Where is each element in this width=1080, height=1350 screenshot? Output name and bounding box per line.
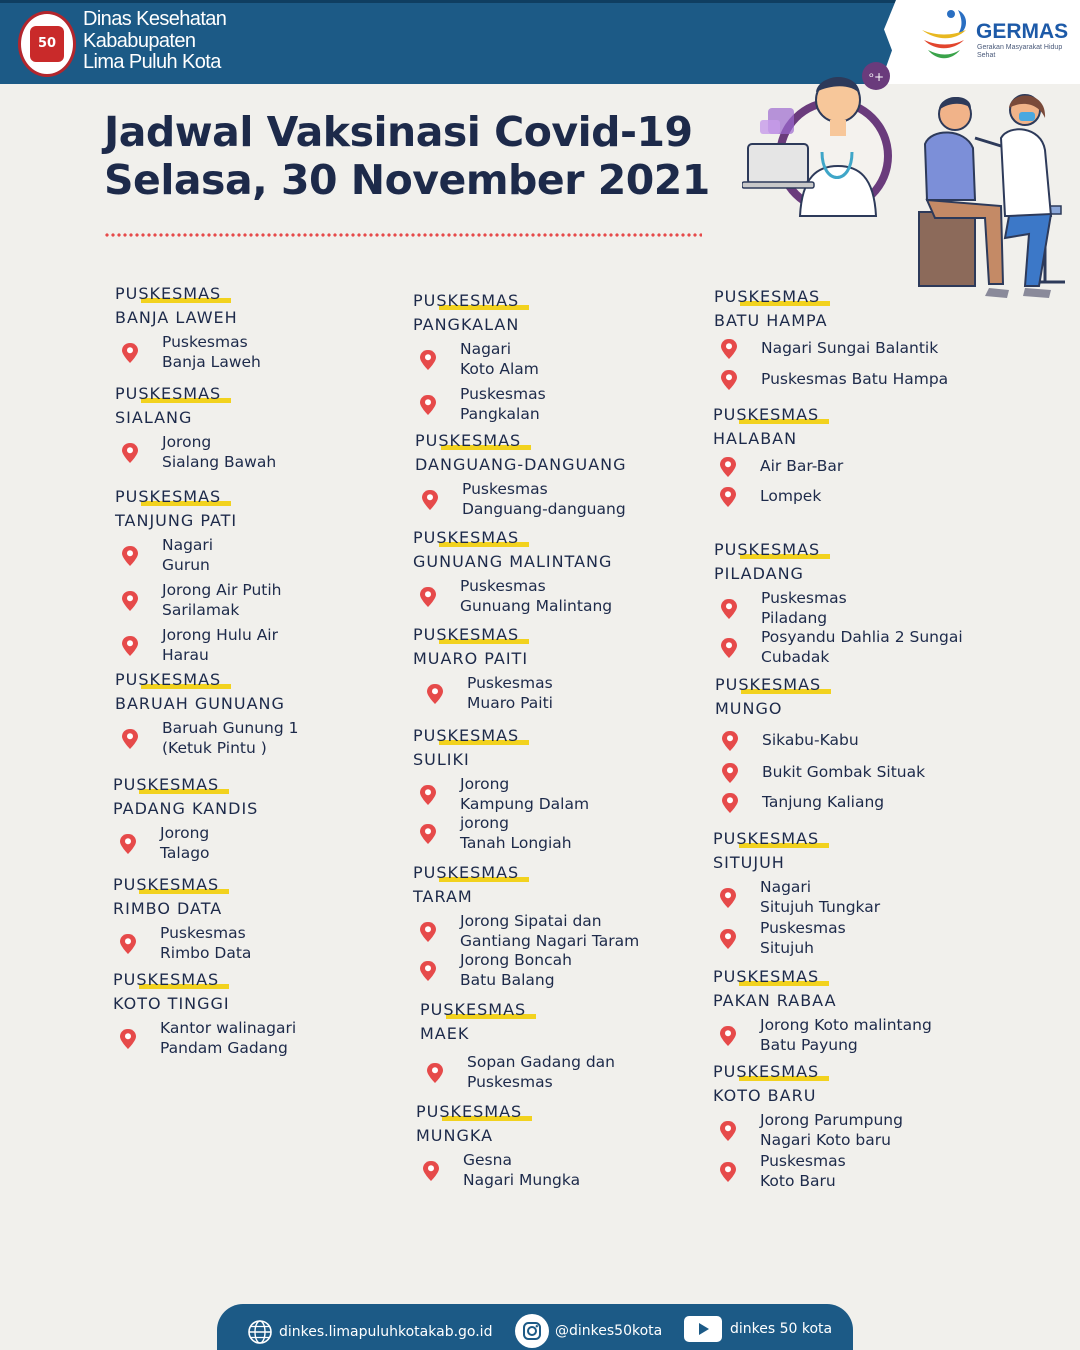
regency-logo (18, 11, 76, 77)
section-koto-baru (713, 1062, 903, 1191)
section-label: PUSKESMAS (113, 875, 220, 894)
location-pin-icon (719, 637, 739, 659)
instagram-text: @dinkes50kota (555, 1323, 663, 1339)
title-line-2: Selasa, 30 November 2021 (104, 156, 710, 204)
section-label: PUSKESMAS (420, 1000, 527, 1019)
section-label: PUSKESMAS (413, 291, 520, 310)
location-item (113, 824, 258, 863)
section-label: PUSKESMAS (413, 726, 520, 745)
section-label: PUSKESMAS (713, 967, 820, 986)
location-text: Air Bar-Bar (760, 457, 844, 476)
section-pakan-rabaa (713, 967, 932, 1055)
location-item (113, 924, 251, 963)
org-line-3: Lima Puluh Kota (83, 51, 221, 73)
location-item (416, 1151, 580, 1190)
location-pin-icon (418, 349, 438, 371)
location-text: Jorong Talago (160, 824, 210, 862)
section-name: KOTO TINGGI (113, 994, 230, 1013)
location-text: Puskesmas Muaro Paiti (467, 674, 553, 712)
section-mungo (715, 675, 925, 814)
location-item (713, 1111, 903, 1150)
location-text: jorong Tanah Longiah (460, 814, 572, 852)
section-banja-laweh (115, 284, 261, 372)
location-text: Jorong Sipatai dan Gantiang Nagari Taram (460, 912, 640, 950)
section-pangkalan (413, 291, 546, 424)
section-name: TARAM (413, 887, 473, 906)
regency-logo-number: 50 (30, 26, 64, 62)
location-text: Kantor walinagari Pandam Gadang (160, 1019, 297, 1057)
location-item (713, 878, 880, 917)
location-item (115, 536, 281, 575)
location-text: Puskesmas Pangkalan (460, 385, 546, 423)
website-text: dinkes.limapuluhkotakab.go.id (279, 1324, 493, 1340)
location-item (115, 719, 299, 758)
section-baruah-gunuang (115, 670, 299, 758)
location-pin-icon (418, 921, 438, 943)
section-label: PUSKESMAS (115, 670, 222, 689)
section-label: PUSKESMAS (115, 384, 222, 403)
location-text: Jorong Parumpung Nagari Koto baru (760, 1111, 903, 1149)
germas-subtitle: Gerakan Masyarakat Hidup Sehat (977, 44, 1063, 59)
location-item (413, 775, 589, 814)
location-pin-icon (720, 762, 740, 784)
section-label: PUSKESMAS (115, 284, 222, 303)
location-pin-icon (418, 960, 438, 982)
location-text: Puskesmas Banja Laweh (162, 333, 261, 371)
location-item (115, 626, 281, 665)
location-text: Puskesmas Piladang (761, 589, 847, 627)
section-label: PUSKESMAS (113, 970, 220, 989)
location-text: Puskesmas Gunuang Malintang (460, 577, 613, 615)
section-danguang-danguang (415, 431, 627, 519)
location-pin-icon (720, 730, 740, 752)
location-pin-icon (425, 1062, 445, 1084)
section-name: MUNGO (715, 699, 783, 718)
location-item (715, 762, 925, 784)
location-text: Jorong Sialang Bawah (162, 433, 277, 471)
location-pin-icon (720, 792, 740, 814)
section-name: TANJUNG PATI (115, 511, 238, 530)
location-item (413, 951, 639, 990)
section-mungka (416, 1102, 580, 1190)
location-item (713, 456, 843, 478)
location-item (413, 912, 639, 951)
location-text: Jorong Kampung Dalam (460, 775, 590, 813)
location-text: Puskesmas Rimbo Data (160, 924, 252, 962)
section-name: BANJA LAWEH (115, 308, 238, 327)
location-text: Gesna Nagari Mungka (463, 1151, 581, 1189)
section-padang-kandis (113, 775, 258, 863)
section-name: HALABAN (713, 429, 798, 448)
section-label: PUSKESMAS (713, 405, 820, 424)
location-item (115, 433, 276, 472)
doctor-illustration (742, 56, 902, 220)
section-koto-tinggi (113, 970, 296, 1058)
location-pin-icon (418, 586, 438, 608)
section-batu-hampa (714, 287, 948, 391)
location-pin-icon (120, 442, 140, 464)
section-name: BATU HAMPA (714, 311, 828, 330)
youtube-icon (684, 1316, 722, 1342)
section-label: PUSKESMAS (713, 829, 820, 848)
location-pin-icon (719, 369, 739, 391)
location-item (413, 385, 546, 424)
section-name: GUNUANG MALINTANG (413, 552, 613, 571)
section-taram (413, 863, 639, 990)
footer-website[interactable] (247, 1319, 492, 1345)
section-name: SITUJUH (713, 853, 785, 872)
location-item (713, 1152, 903, 1191)
section-label: PUSKESMAS (413, 528, 520, 547)
location-item (113, 1019, 296, 1058)
location-item (713, 919, 880, 958)
section-rimbo-data (113, 875, 251, 963)
location-text: Puskesmas Batu Hampa (761, 370, 949, 389)
location-text: Nagari Koto Alam (460, 340, 539, 378)
section-label: PUSKESMAS (714, 540, 821, 559)
location-text: Jorong Koto malintang Batu Payung (760, 1016, 932, 1054)
location-item (115, 581, 281, 620)
section-muaro-paiti (413, 625, 553, 713)
section-name: PANGKALAN (413, 315, 520, 334)
location-item (413, 814, 589, 853)
title-line-1: Jadwal Vaksinasi Covid-19 (104, 108, 693, 156)
location-pin-icon (718, 928, 738, 950)
location-pin-icon (118, 933, 138, 955)
section-name: MUARO PAITI (413, 649, 529, 668)
germas-title: GERMAS (976, 20, 1069, 43)
location-text: Puskesmas Situjuh (760, 919, 846, 957)
location-pin-icon (120, 590, 140, 612)
section-situjuh (713, 829, 880, 958)
location-item (420, 1053, 615, 1092)
svg-text:ᵒ+: ᵒ+ (869, 70, 885, 84)
location-text: Sopan Gadang dan Puskesmas (467, 1053, 616, 1091)
germas-logo-icon (918, 6, 976, 68)
section-label: PUSKESMAS (715, 675, 822, 694)
location-item (714, 628, 963, 667)
location-text: Nagari Gurun (162, 536, 214, 574)
org-line-1: Dinas Kesehatan (83, 8, 227, 30)
location-item (715, 792, 925, 814)
section-label: PUSKESMAS (416, 1102, 523, 1121)
section-name: BARUAH GUNUANG (115, 694, 285, 713)
section-tanjung-pati (115, 487, 281, 665)
youtube-text: dinkes 50 kota (730, 1321, 833, 1337)
section-maek (420, 1000, 615, 1092)
location-text: Jorong Air Putih Sarilamak (162, 581, 282, 619)
location-text: Baruah Gunung 1 (Ketuk Pintu ) (162, 719, 299, 757)
vaccination-illustration (905, 88, 1075, 304)
location-text: Posyandu Dahlia 2 Sungai Cubadak (761, 628, 963, 666)
location-pin-icon (718, 456, 738, 478)
footer-bar (217, 1304, 853, 1350)
location-text: Lompek (760, 487, 822, 506)
section-name: MAEK (420, 1024, 470, 1043)
location-text: Puskesmas Danguang-danguang (462, 480, 626, 518)
location-pin-icon (719, 338, 739, 360)
location-item (420, 674, 553, 713)
location-item (415, 480, 627, 519)
page-title (104, 108, 710, 204)
location-pin-icon (718, 887, 738, 909)
section-sialang (115, 384, 276, 472)
location-pin-icon (118, 833, 138, 855)
instagram-icon (515, 1314, 549, 1348)
location-text: Sikabu-Kabu (762, 731, 859, 750)
location-pin-icon (718, 1161, 738, 1183)
location-pin-icon (418, 823, 438, 845)
section-suliki (413, 726, 589, 853)
organization-name (83, 9, 226, 74)
location-pin-icon (718, 486, 738, 508)
location-pin-icon (120, 728, 140, 750)
location-pin-icon (719, 598, 739, 620)
section-name: RIMBO DATA (113, 899, 223, 918)
location-text: Bukit Gombak Situak (762, 763, 926, 782)
location-pin-icon (425, 683, 445, 705)
location-pin-icon (418, 394, 438, 416)
section-halaban (713, 405, 843, 508)
section-name: SIALANG (115, 408, 193, 427)
location-text: Puskesmas Koto Baru (760, 1152, 846, 1190)
section-label: PUSKESMAS (713, 1062, 820, 1081)
location-item (713, 486, 843, 508)
location-item (715, 730, 925, 752)
location-pin-icon (120, 635, 140, 657)
section-label: PUSKESMAS (413, 863, 520, 882)
section-name: SULIKI (413, 750, 470, 769)
location-pin-icon (118, 1028, 138, 1050)
section-gunuang-malintang (413, 528, 612, 616)
section-name: KOTO BARU (713, 1086, 817, 1105)
location-item (413, 577, 612, 616)
location-pin-icon (420, 489, 440, 511)
location-item (714, 338, 948, 360)
location-pin-icon (120, 342, 140, 364)
section-name: PAKAN RABAA (713, 991, 837, 1010)
section-label: PUSKESMAS (415, 431, 522, 450)
location-item (413, 340, 546, 379)
footer-youtube[interactable] (684, 1316, 832, 1342)
location-text: Jorong Hulu Air Harau (162, 626, 278, 664)
location-pin-icon (421, 1160, 441, 1182)
section-label: PUSKESMAS (413, 625, 520, 644)
location-pin-icon (418, 784, 438, 806)
location-text: Jorong Boncah Batu Balang (460, 951, 572, 989)
globe-icon (247, 1319, 273, 1345)
location-item (115, 333, 261, 372)
footer-instagram[interactable] (515, 1314, 662, 1348)
section-name: PADANG KANDIS (113, 799, 259, 818)
section-name: DANGUANG-DANGUANG (415, 455, 627, 474)
section-name: PILADANG (714, 564, 804, 583)
location-text: Nagari Sungai Balantik (761, 339, 939, 358)
section-label: PUSKESMAS (115, 487, 222, 506)
location-item (713, 1016, 932, 1055)
location-item (714, 369, 948, 391)
location-item (714, 589, 963, 628)
section-label: PUSKESMAS (714, 287, 821, 306)
section-name: MUNGKA (416, 1126, 494, 1145)
section-piladang (714, 540, 963, 667)
location-text: Nagari Situjuh Tungkar (760, 878, 881, 916)
location-pin-icon (718, 1120, 738, 1142)
section-label: PUSKESMAS (113, 775, 220, 794)
location-pin-icon (120, 545, 140, 567)
location-pin-icon (718, 1025, 738, 1047)
location-text: Tanjung Kaliang (762, 793, 885, 812)
dotted-divider (104, 233, 702, 237)
org-line-2: Kababupaten (83, 29, 196, 52)
